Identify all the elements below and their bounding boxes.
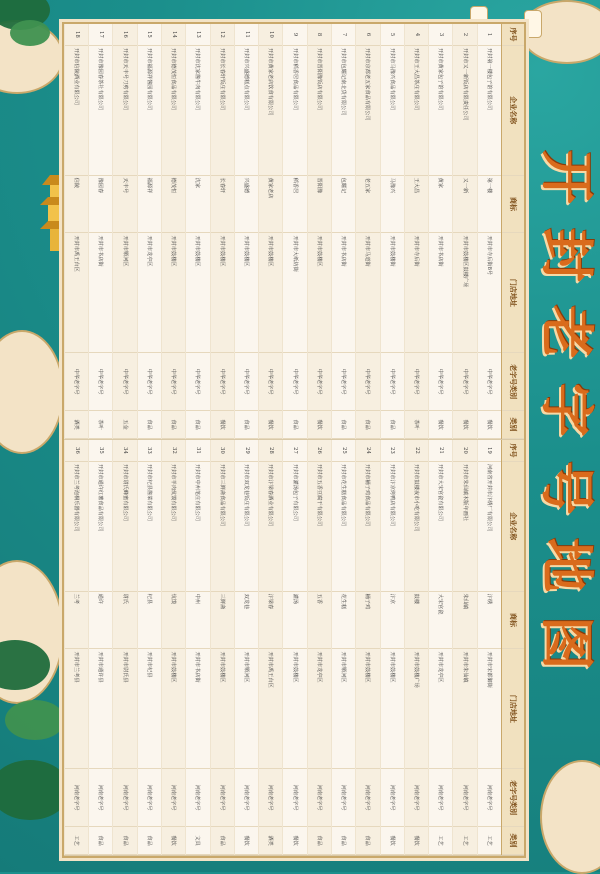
cell-cat: 工艺 — [453, 827, 476, 855]
cell-cat: 餐饮 — [283, 827, 306, 855]
cell-index: 33 — [138, 440, 161, 462]
cell-brand: 德茂恒 — [162, 176, 185, 234]
cell-name: 开封市晋阳豫饭店有限公司 — [308, 46, 331, 176]
cell-cat: 食品 — [381, 411, 404, 439]
cell-type: 中华老字号 — [211, 353, 234, 411]
cell-name: 开封市包耀记南北货有限公司 — [332, 46, 355, 176]
cell-brand: 豫园春 — [89, 176, 112, 234]
cell-cat: 餐饮 — [308, 411, 331, 439]
cell-brand: 天丰号 — [114, 176, 137, 234]
table-row — [234, 24, 258, 439]
cell-index: 31 — [186, 440, 209, 462]
cell-index: 8 — [308, 24, 331, 46]
lantern-decoration — [524, 10, 542, 38]
cell-index: 9 — [283, 24, 306, 46]
cell-index: 20 — [453, 440, 476, 462]
cell-store: 开封市顺河区 — [235, 649, 258, 769]
rotated-table — [64, 24, 524, 856]
cell-name: 开封市兴盛德糕点有限公司 — [235, 46, 258, 176]
header-type: 老字号类别 — [502, 353, 524, 411]
cell-store: 开封市书店街 — [186, 649, 209, 769]
table-header — [501, 24, 524, 439]
cell-index: 19 — [478, 440, 501, 462]
cell-type: 中华老字号 — [89, 353, 112, 411]
table-row — [331, 440, 355, 855]
cell-cat: 工艺 — [65, 827, 88, 855]
cell-store: 开封市鼓楼区 — [308, 233, 331, 353]
cell-name: 开封市朱仙镇木版年画社 — [453, 462, 476, 592]
cell-index: 35 — [89, 440, 112, 462]
cell-cat: 酒类 — [65, 411, 88, 439]
cell-store: 开封市兰考县 — [65, 649, 88, 769]
cell-type: 中华老字号 — [356, 353, 379, 411]
title-char: 图 — [535, 615, 599, 670]
cell-store: 开封市通许县 — [89, 649, 112, 769]
cell-store: 开封市鼓楼区 — [162, 233, 185, 353]
table-header — [501, 440, 524, 855]
cell-brand: 三鲜斋 — [211, 592, 234, 650]
header-store: 门店地址 — [502, 233, 524, 353]
table-row — [185, 440, 209, 855]
cell-index: 29 — [235, 440, 258, 462]
cell-index: 18 — [65, 24, 88, 46]
header-type: 老字号类别 — [502, 769, 524, 827]
pine-branch-decoration — [10, 20, 50, 46]
header-name: 企业名称 — [502, 462, 524, 592]
cell-store: 开封市大纸坊街 — [283, 233, 306, 353]
cell-store: 开封市寺后街 — [405, 233, 428, 353]
cell-index: 25 — [332, 440, 355, 462]
title-char: 老 — [535, 305, 599, 360]
cell-type: 河南老字号 — [478, 769, 501, 827]
title-char: 字 — [535, 382, 599, 437]
cell-brand: 中州 — [186, 592, 209, 650]
cell-cat: 茶叶 — [405, 411, 428, 439]
cell-brand: 包耀记 — [332, 176, 355, 234]
cell-type: 河南老字号 — [186, 769, 209, 827]
cell-type: 中华老字号 — [308, 353, 331, 411]
cell-name: 河南省开封市汴绣厂有限公司 — [478, 462, 501, 592]
cell-store: 开封市鼓楼区 — [162, 649, 185, 769]
cell-brand: 马豫兴 — [381, 176, 404, 234]
cell-name: 开封市尉氏蜂蜜有限公司 — [114, 462, 137, 592]
cell-type: 中华老字号 — [381, 353, 404, 411]
cell-cat: 食品 — [162, 411, 185, 439]
cell-name: 开封市天丰号刀剪有限公司 — [114, 46, 137, 176]
title-char: 地 — [535, 538, 599, 593]
cell-index: 1 — [478, 24, 501, 46]
cell-cat: 食品 — [89, 827, 112, 855]
table-row — [307, 440, 331, 855]
header-brand: 商标 — [502, 176, 524, 234]
cell-store: 开封市顺河区 — [114, 233, 137, 353]
cell-name: 开封市汴京烤鸭店有限公司 — [381, 462, 404, 592]
cell-brand: 第一楼 — [478, 176, 501, 234]
cell-name: 开封市稻香居食品有限公司 — [283, 46, 306, 176]
cell-brand: 又一新 — [453, 176, 476, 234]
cell-type: 河南老字号 — [259, 769, 282, 827]
table-row — [355, 24, 379, 439]
table-row — [161, 440, 185, 855]
cell-store: 开封市龙亭区 — [138, 233, 161, 353]
cell-brand: 灌汤 — [283, 592, 306, 650]
cell-store: 开封市鼓楼街 — [381, 233, 404, 353]
cell-type: 河南老字号 — [235, 769, 258, 827]
cell-cat: 茶叶 — [89, 411, 112, 439]
cell-store: 开封市书店街 — [429, 233, 452, 353]
cell-cat: 工艺 — [478, 827, 501, 855]
cell-store: 开封市鼓楼区 — [259, 233, 282, 353]
table-row — [404, 24, 428, 439]
table-row — [282, 440, 306, 855]
table-row — [355, 440, 379, 855]
cell-cat: 食品 — [283, 411, 306, 439]
table-row — [210, 24, 234, 439]
table-row — [88, 440, 112, 855]
cell-index: 30 — [211, 440, 234, 462]
cell-cat: 餐饮 — [405, 827, 428, 855]
cell-type: 河南老字号 — [211, 769, 234, 827]
cell-type: 河南老字号 — [89, 769, 112, 827]
cell-index: 22 — [405, 440, 428, 462]
cell-index: 34 — [114, 440, 137, 462]
table-body — [64, 24, 501, 439]
cell-store: 开封市宋都御街 — [478, 649, 501, 769]
cell-brand: 汴绣 — [478, 592, 501, 650]
cell-name: 开封市京都老五家食品有限公司 — [356, 46, 379, 176]
cell-brand: 汴京 — [381, 592, 404, 650]
table-row — [380, 440, 404, 855]
table-row — [234, 440, 258, 855]
cell-brand: 杞县 — [138, 592, 161, 650]
cell-store: 开封市龙亭区 — [308, 649, 331, 769]
cell-store: 开封市马道街 — [356, 233, 379, 353]
cell-brand: 晋阳豫 — [308, 176, 331, 234]
cell-store: 开封市鼓楼区 — [211, 649, 234, 769]
cell-name: 开封市信陵酒业有限公司 — [65, 46, 88, 176]
cell-brand: 黄家 — [429, 176, 452, 234]
header-name: 企业名称 — [502, 46, 524, 176]
cell-index: 7 — [332, 24, 355, 46]
table-panel — [62, 22, 526, 858]
cell-name: 开封市沈家酱牛肉有限公司 — [186, 46, 209, 176]
cell-store: 开封市鼓楼区 — [283, 649, 306, 769]
cell-type: 河南老字号 — [356, 769, 379, 827]
cell-name: 开封市杞县酱菜有限公司 — [138, 462, 161, 592]
cell-name: 开封第一楼包子馆有限公司 — [478, 46, 501, 176]
cell-type: 中华老字号 — [453, 353, 476, 411]
cell-brand: 黄家老店 — [259, 176, 282, 234]
cell-store: 开封市鼓楼区 — [186, 233, 209, 353]
cell-type: 中华老字号 — [114, 353, 137, 411]
cell-name: 开封市德茂恒食品有限公司 — [162, 46, 185, 176]
cell-name: 开封市花生糕食品有限公司 — [332, 462, 355, 592]
cell-type: 中华老字号 — [65, 353, 88, 411]
table-right — [64, 440, 524, 856]
cell-type: 河南老字号 — [308, 769, 331, 827]
cell-index: 12 — [211, 24, 234, 46]
cell-type: 河南老字号 — [162, 769, 185, 827]
cell-brand: 炕馍 — [162, 592, 185, 650]
cell-cat: 五金 — [114, 411, 137, 439]
cell-name: 开封市王大昌茶庄有限公司 — [405, 46, 428, 176]
table-row — [380, 24, 404, 439]
cell-type: 中华老字号 — [283, 353, 306, 411]
cell-index: 4 — [405, 24, 428, 46]
cell-index: 3 — [429, 24, 452, 46]
cell-index: 13 — [186, 24, 209, 46]
cell-cat: 餐饮 — [162, 827, 185, 855]
pine-branch-decoration — [5, 700, 65, 740]
cell-brand: 花生糕 — [332, 592, 355, 650]
cell-store: 开封市鼓楼广场 — [405, 649, 428, 769]
cell-name: 开封市又一新饭店有限责任公司 — [453, 46, 476, 176]
cell-name: 开封市双龙巷饭庄有限公司 — [235, 462, 258, 592]
cell-index: 2 — [453, 24, 476, 46]
cell-store: 开封市鼓楼区 — [211, 233, 234, 353]
cell-name: 开封市汴梁春酒业有限公司 — [259, 462, 282, 592]
cell-brand: 信陵 — [65, 176, 88, 234]
cell-store: 开封市书店街 — [89, 233, 112, 353]
cell-cat: 食品 — [138, 827, 161, 855]
cell-cat: 食品 — [356, 827, 379, 855]
table-row — [452, 24, 476, 439]
cell-store: 开封市鼓楼区鼓楼广场 — [453, 233, 476, 353]
cell-index: 28 — [259, 440, 282, 462]
cell-cat: 食品 — [332, 411, 355, 439]
title-char: 号 — [535, 460, 599, 515]
cell-index: 27 — [283, 440, 306, 462]
cell-cat: 工艺 — [429, 827, 452, 855]
cell-type: 中华老字号 — [186, 353, 209, 411]
table-left — [64, 24, 524, 440]
cell-store: 开封市杞县 — [138, 649, 161, 769]
title-char: 封 — [535, 227, 599, 282]
cell-brand: 长春轩 — [211, 176, 234, 234]
header-index: 序号 — [502, 440, 524, 462]
title-char: 开 — [535, 150, 599, 204]
cell-type: 中华老字号 — [138, 353, 161, 411]
cell-store: 开封市朱仙镇 — [453, 649, 476, 769]
table-row — [88, 24, 112, 439]
cell-cat: 食品 — [308, 827, 331, 855]
table-row — [64, 24, 88, 439]
cell-type: 河南老字号 — [332, 769, 355, 827]
header-brand: 商标 — [502, 592, 524, 650]
cell-store: 开封市鼓楼区 — [381, 649, 404, 769]
cell-store: 开封市鼓楼区 — [235, 233, 258, 353]
cell-brand: 通许 — [89, 592, 112, 650]
cell-store: 开封市寺后街8号 — [478, 233, 501, 353]
cell-type: 中华老字号 — [405, 353, 428, 411]
table-row — [307, 24, 331, 439]
table-row — [477, 24, 501, 439]
cell-index: 23 — [381, 440, 404, 462]
table-row — [137, 24, 161, 439]
cell-cat: 餐饮 — [235, 827, 258, 855]
cell-cat: 餐饮 — [429, 411, 452, 439]
cell-cat: 食品 — [356, 411, 379, 439]
cell-cat: 食品 — [235, 411, 258, 439]
cell-store: 开封市顺河区 — [332, 649, 355, 769]
table-body — [64, 440, 501, 855]
cell-index: 24 — [356, 440, 379, 462]
cell-type: 中华老字号 — [235, 353, 258, 411]
table-row — [428, 440, 452, 855]
cell-name: 开封市马豫兴食品有限公司 — [381, 46, 404, 176]
cell-name: 开封市大宋官瓷有限公司 — [429, 462, 452, 592]
cell-index: 36 — [65, 440, 88, 462]
cell-index: 32 — [162, 440, 185, 462]
cell-brand: 汴梁春 — [259, 592, 282, 650]
cell-brand: 尉氏 — [114, 592, 137, 650]
cell-brand: 兰考 — [65, 592, 88, 650]
cell-type: 河南老字号 — [405, 769, 428, 827]
cell-name: 开封市豫园春茶社有限公司 — [89, 46, 112, 176]
header-cat: 类别 — [502, 827, 524, 855]
cell-name: 开封市黄家老店饮食有限公司 — [259, 46, 282, 176]
cell-name: 开封市五香豆腐干有限公司 — [308, 462, 331, 592]
header-store: 门店地址 — [502, 649, 524, 769]
cell-index: 5 — [381, 24, 404, 46]
cell-brand: 兴盛德 — [235, 176, 258, 234]
cell-index: 17 — [89, 24, 112, 46]
cell-brand: 双龙巷 — [235, 592, 258, 650]
cell-index: 26 — [308, 440, 331, 462]
cell-cat: 食品 — [332, 827, 355, 855]
cell-brand: 老五家 — [356, 176, 379, 234]
cell-name: 开封市兰考泡桐乐器有限公司 — [65, 462, 88, 592]
cell-cat: 餐饮 — [453, 411, 476, 439]
cell-type: 河南老字号 — [283, 769, 306, 827]
cell-cat: 酒类 — [259, 827, 282, 855]
cell-type: 河南老字号 — [138, 769, 161, 827]
cell-name: 开封市福源祥酱园有限公司 — [138, 46, 161, 176]
cell-type: 河南老字号 — [453, 769, 476, 827]
table-row — [113, 24, 137, 439]
cell-index: 6 — [356, 24, 379, 46]
table-row — [452, 440, 476, 855]
cell-name: 开封市羊肉炕馍有限公司 — [162, 462, 185, 592]
cell-brand: 大宋官瓷 — [429, 592, 452, 650]
table-row — [137, 440, 161, 855]
table-row — [113, 440, 137, 855]
table-row — [185, 24, 209, 439]
cell-type: 中华老字号 — [332, 353, 355, 411]
cell-name: 开封市黄家包子馆有限公司 — [429, 46, 452, 176]
cell-name: 开封市灌汤包子有限公司 — [283, 462, 306, 592]
cell-index: 14 — [162, 24, 185, 46]
cell-index: 11 — [235, 24, 258, 46]
cell-name: 开封市鼓楼夜市小吃有限公司 — [405, 462, 428, 592]
cell-brand: 桶子鸡 — [356, 592, 379, 650]
table-row — [404, 440, 428, 855]
cell-brand: 鼓楼 — [405, 592, 428, 650]
header-index: 序号 — [502, 24, 524, 46]
cell-store: 开封市尉氏县 — [114, 649, 137, 769]
cell-name: 开封市通许红薯食品有限公司 — [89, 462, 112, 592]
table-row — [64, 440, 88, 855]
table-row — [258, 440, 282, 855]
cell-type: 中华老字号 — [259, 353, 282, 411]
cell-type: 中华老字号 — [162, 353, 185, 411]
page-title — [532, 150, 600, 670]
cell-type: 中华老字号 — [429, 353, 452, 411]
cell-name: 开封市三鲜斋食品有限公司 — [211, 462, 234, 592]
cell-index: 10 — [259, 24, 282, 46]
table-row — [161, 24, 185, 439]
cell-type: 河南老字号 — [429, 769, 452, 827]
table-row — [428, 24, 452, 439]
table-row — [477, 440, 501, 855]
cell-name: 开封市中州笔庄有限公司 — [186, 462, 209, 592]
cell-brand: 朱仙镇 — [453, 592, 476, 650]
cell-cat: 食品 — [186, 411, 209, 439]
cell-cat: 食品 — [138, 411, 161, 439]
cell-cat: 食品 — [114, 827, 137, 855]
header-cat: 类别 — [502, 411, 524, 439]
cell-type: 中华老字号 — [478, 353, 501, 411]
cell-cat: 餐饮 — [259, 411, 282, 439]
cell-store: 开封市书店街 — [332, 233, 355, 353]
table-row — [331, 24, 355, 439]
cell-brand: 王大昌 — [405, 176, 428, 234]
cell-brand: 稻香居 — [283, 176, 306, 234]
cell-index: 15 — [138, 24, 161, 46]
cell-store: 开封市禹王台区 — [259, 649, 282, 769]
cell-index: 16 — [114, 24, 137, 46]
cell-store: 开封市龙亭区 — [429, 649, 452, 769]
cell-cat: 餐饮 — [381, 827, 404, 855]
cell-brand: 沈家 — [186, 176, 209, 234]
cell-cat: 食品 — [211, 827, 234, 855]
table-row — [210, 440, 234, 855]
table-row — [258, 24, 282, 439]
cell-name: 开封市桶子鸡食品有限公司 — [356, 462, 379, 592]
cell-index: 21 — [429, 440, 452, 462]
cell-type: 河南老字号 — [381, 769, 404, 827]
cell-store: 开封市鼓楼区 — [356, 649, 379, 769]
cell-cat: 餐饮 — [211, 411, 234, 439]
cell-type: 河南老字号 — [65, 769, 88, 827]
cell-brand: 五香 — [308, 592, 331, 650]
cell-type: 河南老字号 — [114, 769, 137, 827]
cell-brand: 福源祥 — [138, 176, 161, 234]
table-row — [282, 24, 306, 439]
cell-name: 开封市长春轩饭庄有限公司 — [211, 46, 234, 176]
cell-cat: 餐饮 — [478, 411, 501, 439]
cell-cat: 文具 — [186, 827, 209, 855]
cell-store: 开封市禹王台区 — [65, 233, 88, 353]
